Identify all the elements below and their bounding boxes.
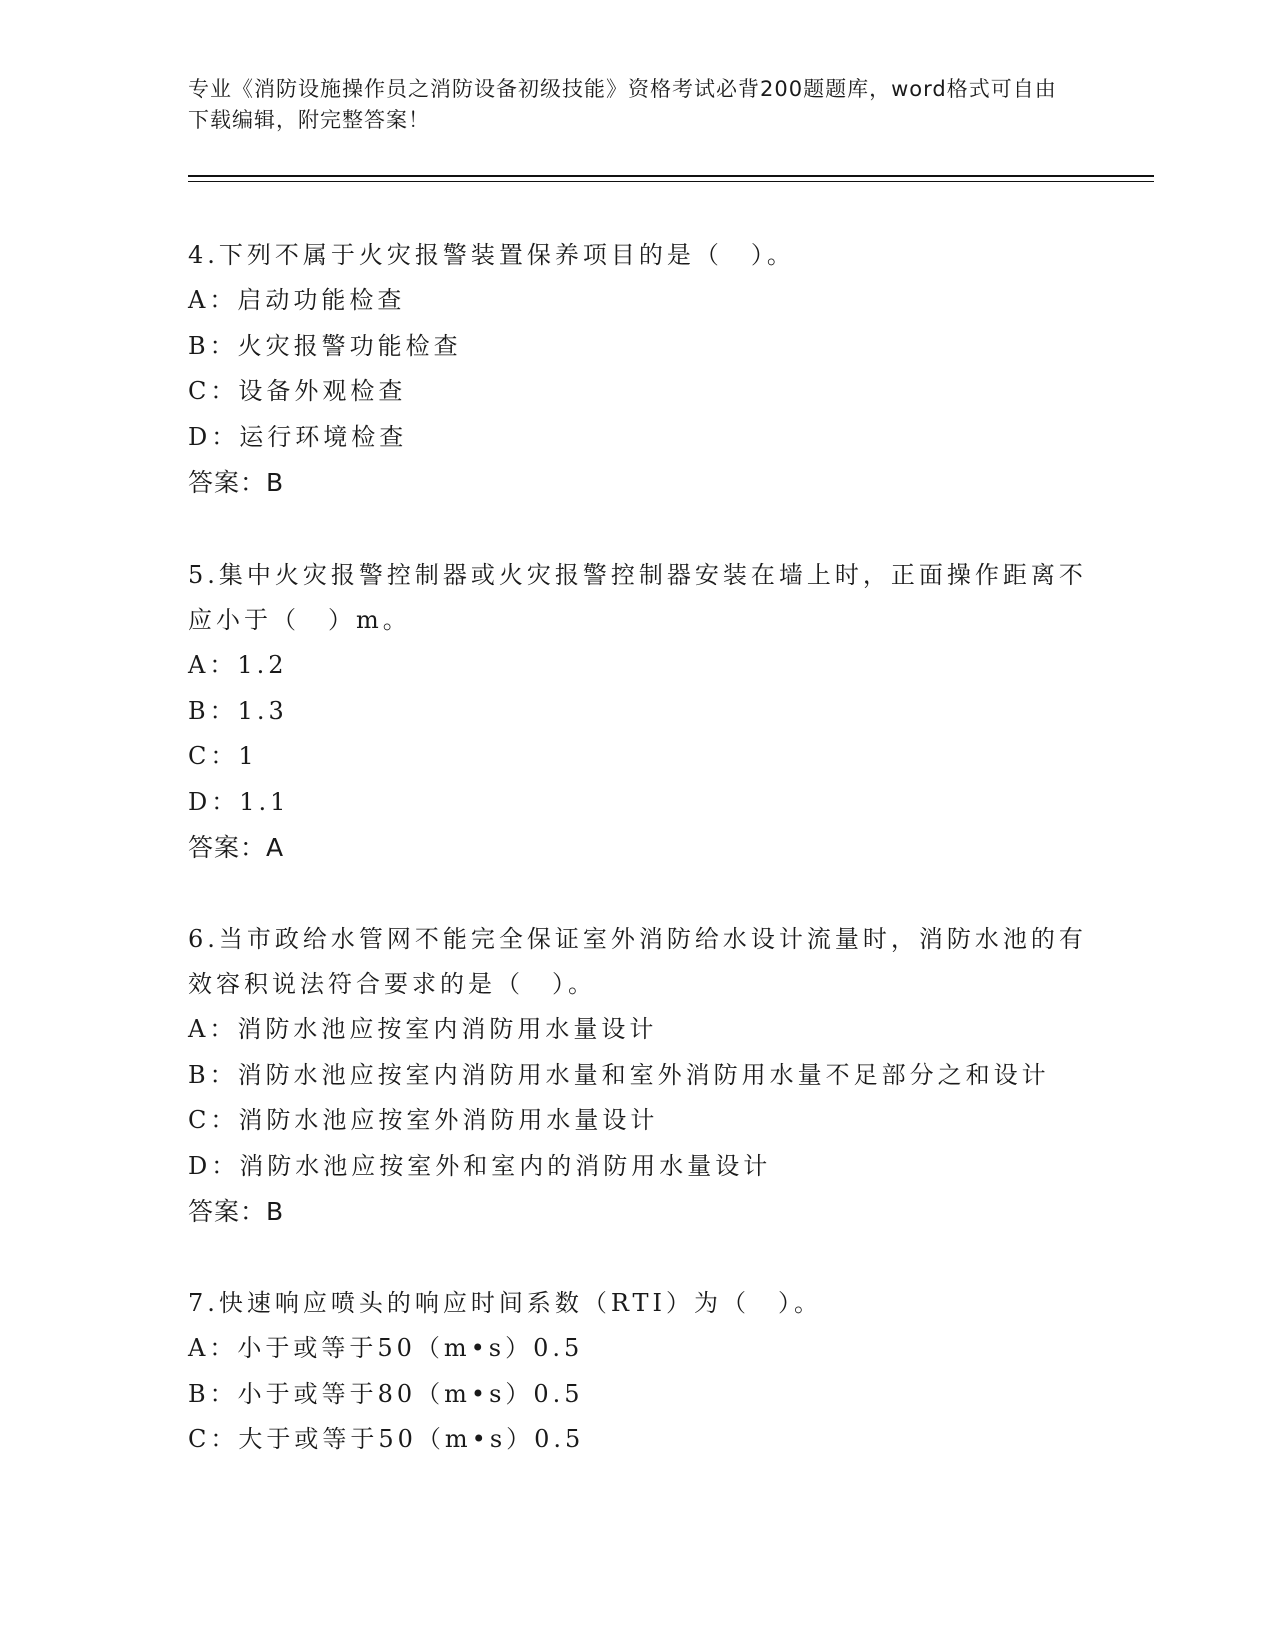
option-c: C：大于或等于50（m•s）0.5 bbox=[188, 1425, 585, 1453]
option-d: D：1.1 bbox=[188, 787, 290, 816]
answer: 答案：B bbox=[188, 468, 285, 497]
question-stem: 7.快速响应喷头的响应时间系数（RTI）为（ ）。 bbox=[188, 1289, 823, 1317]
option-b: B：1.3 bbox=[188, 696, 288, 725]
option-b: B：小于或等于80（m•s）0.5 bbox=[188, 1379, 584, 1408]
option-b: B：火灾报警功能检查 bbox=[188, 331, 462, 360]
question-stem: 4.下列不属于火灾报警装置保养项目的是（ ）。 bbox=[188, 241, 795, 269]
option-a: A：消防水池应按室内消防用水量设计 bbox=[188, 1015, 658, 1043]
question-5 bbox=[188, 553, 1088, 870]
header-divider bbox=[188, 175, 1154, 177]
option-d: D：消防水池应按室外和室内的消防用水量设计 bbox=[188, 1151, 772, 1180]
question-6 bbox=[188, 917, 1088, 1234]
option-b: B：消防水池应按室内消防用水量和室外消防用水量不足部分之和设计 bbox=[188, 1060, 1050, 1089]
option-c: C：1 bbox=[188, 742, 258, 770]
question-7 bbox=[188, 1281, 1088, 1463]
option-c: C：消防水池应按室外消防用水量设计 bbox=[188, 1106, 659, 1134]
header-divider-thin bbox=[188, 181, 1154, 182]
option-c: C：设备外观检查 bbox=[188, 377, 407, 405]
question-stem: 5.集中火灾报警控制器或火灾报警控制器安装在墙上时，正面操作距离不应小于（ ）m。 bbox=[188, 561, 1087, 634]
option-a: A：1.2 bbox=[188, 651, 288, 679]
question-stem: 6.当市政给水管网不能完全保证室外消防给水设计流量时，消防水池的有效容积说法符合要求的是（ ）。 bbox=[188, 925, 1087, 998]
option-a: A：小于或等于50（m•s）0.5 bbox=[188, 1334, 584, 1362]
option-a: A：启动功能检查 bbox=[188, 286, 406, 314]
question-4 bbox=[188, 233, 1088, 505]
answer: 答案：A bbox=[188, 833, 285, 862]
document-header: 专业《消防设施操作员之消防设备初级技能》资格考试必背200题题库，word格式可自由下载编辑，附完整答案！ bbox=[188, 77, 1057, 132]
option-d: D：运行环境检查 bbox=[188, 422, 408, 451]
answer: 答案：B bbox=[188, 1197, 285, 1226]
